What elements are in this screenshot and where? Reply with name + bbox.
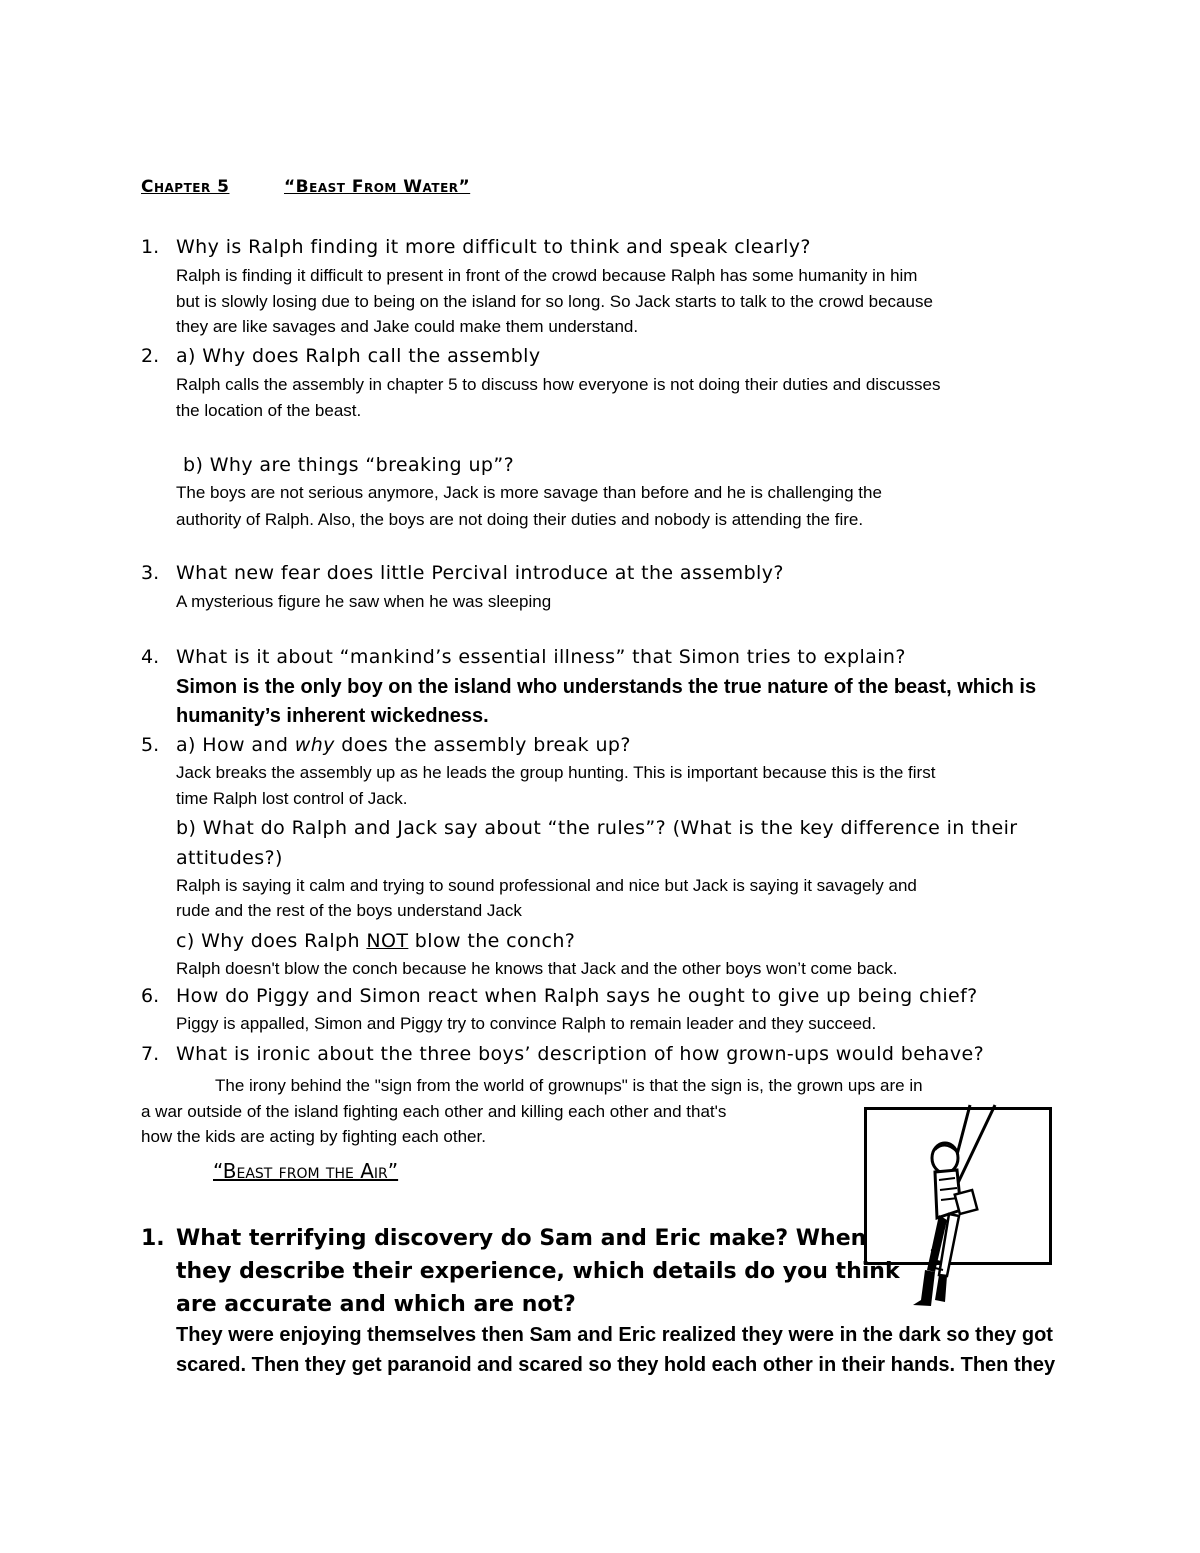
question-number: 1.	[141, 236, 160, 258]
question-text-part: c) Why does Ralph	[176, 930, 367, 952]
strap-line	[957, 1105, 995, 1185]
question-text	[176, 930, 575, 952]
parachutist-icon	[895, 1100, 1005, 1315]
question-text: Why is Ralph finding it more difficult to think and speak clearly?	[176, 236, 811, 258]
question-text: What is ironic about the three boys’ description of how grown-ups would behave?	[176, 1043, 985, 1065]
answer-line: how the kids are acting by fighting each other.	[141, 1127, 486, 1146]
answer-line: A mysterious figure he saw when he was sleeping	[176, 592, 552, 611]
answer-line: a war outside of the island fighting each other and killing each other and that's	[141, 1102, 727, 1121]
helmet-shape	[932, 1143, 958, 1173]
answer-line: time Ralph lost control of Jack.	[176, 789, 408, 808]
boot-shape	[913, 1270, 935, 1306]
answer-line: Ralph is finding it difficult to present in front of the crowd because Ralph has some humanity in him	[176, 266, 918, 285]
answer-line: but is slowly losing due to being on the island for so long. So Jack starts to talk to the crowd because	[176, 292, 933, 311]
question-number: 6.	[141, 985, 160, 1007]
answer-line: Ralph doesn't blow the conch because he knows that Jack and the other boys won’t come back.	[176, 959, 898, 978]
answer-line: The irony behind the "sign from the world of grownups" is that the sign is, the grown ups are in	[215, 1076, 923, 1095]
boot-shape	[935, 1275, 947, 1302]
answer-line: They were enjoying themselves then Sam and Eric realized they were in the dark so they got	[176, 1324, 1053, 1346]
question-number: 4.	[141, 646, 160, 668]
answer-line: rude and the rest of the boys understand Jack	[176, 901, 522, 920]
question-text: they describe their experience, which details do you think	[176, 1259, 900, 1284]
question-underline: NOT	[366, 930, 409, 952]
question-text-part: blow the conch?	[408, 930, 576, 952]
question-text: attitudes?)	[176, 847, 283, 869]
question-text: What terrifying discovery do Sam and Eric make? When	[176, 1226, 867, 1251]
question-number: 7.	[141, 1043, 160, 1065]
question-number: 2.	[141, 345, 160, 367]
answer-line: Ralph calls the assembly in chapter 5 to discuss how everyone is not doing their duties and discusses	[176, 375, 941, 394]
answer-line: scared. Then they get paranoid and scared so they hold each other in their hands. Then they	[176, 1354, 1056, 1376]
answer-line: Ralph is saying it calm and trying to sound professional and nice but Jack is saying it savagely and	[176, 876, 917, 895]
question-text: are accurate and which are not?	[176, 1292, 576, 1317]
question-number: 3.	[141, 562, 160, 584]
chapter-title: “Beast From Water”	[284, 177, 471, 197]
question-text	[176, 734, 631, 756]
answer-line: The boys are not serious anymore, Jack is more savage than before and he is challenging the	[176, 483, 882, 502]
pack-shape	[955, 1190, 978, 1214]
question-text: b) Why are things “breaking up”?	[183, 454, 515, 476]
answer-line: humanity’s inherent wickedness.	[176, 705, 489, 727]
answer-line: they are like savages and Jake could make them understand.	[176, 317, 639, 336]
answer-line: the location of the beast.	[176, 401, 362, 420]
question-text: What is it about “mankind’s essential illness” that Simon tries to explain?	[176, 646, 906, 668]
chapter-title: “Beast from the Air”	[213, 1159, 399, 1183]
answer-line: Piggy is appalled, Simon and Piggy try to convince Ralph to remain leader and they succeed.	[176, 1014, 877, 1033]
question-text: b) What do Ralph and Jack say about “the rules”? (What is the key difference in their	[176, 817, 1018, 839]
answer-line: Simon is the only boy on the island who understands the true nature of the beast, which is	[176, 676, 1037, 698]
question-number: 1.	[141, 1226, 165, 1251]
question-text: How do Piggy and Simon react when Ralph says he ought to give up being chief?	[176, 985, 978, 1007]
answer-line: authority of Ralph. Also, the boys are not doing their duties and nobody is attending the fire.	[176, 510, 864, 529]
question-text-part: a) How and	[176, 734, 295, 756]
answer-line: Jack breaks the assembly up as he leads the group hunting. This is important because this is the first	[176, 763, 936, 782]
question-number: 5.	[141, 734, 160, 756]
question-text: What new fear does little Percival introduce at the assembly?	[176, 562, 784, 584]
question-text-part: does the assembly break up?	[334, 734, 631, 756]
chapter-label: Chapter 5	[141, 177, 230, 197]
question-text: a) Why does Ralph call the assembly	[176, 345, 541, 367]
question-emphasis: why	[294, 734, 335, 756]
